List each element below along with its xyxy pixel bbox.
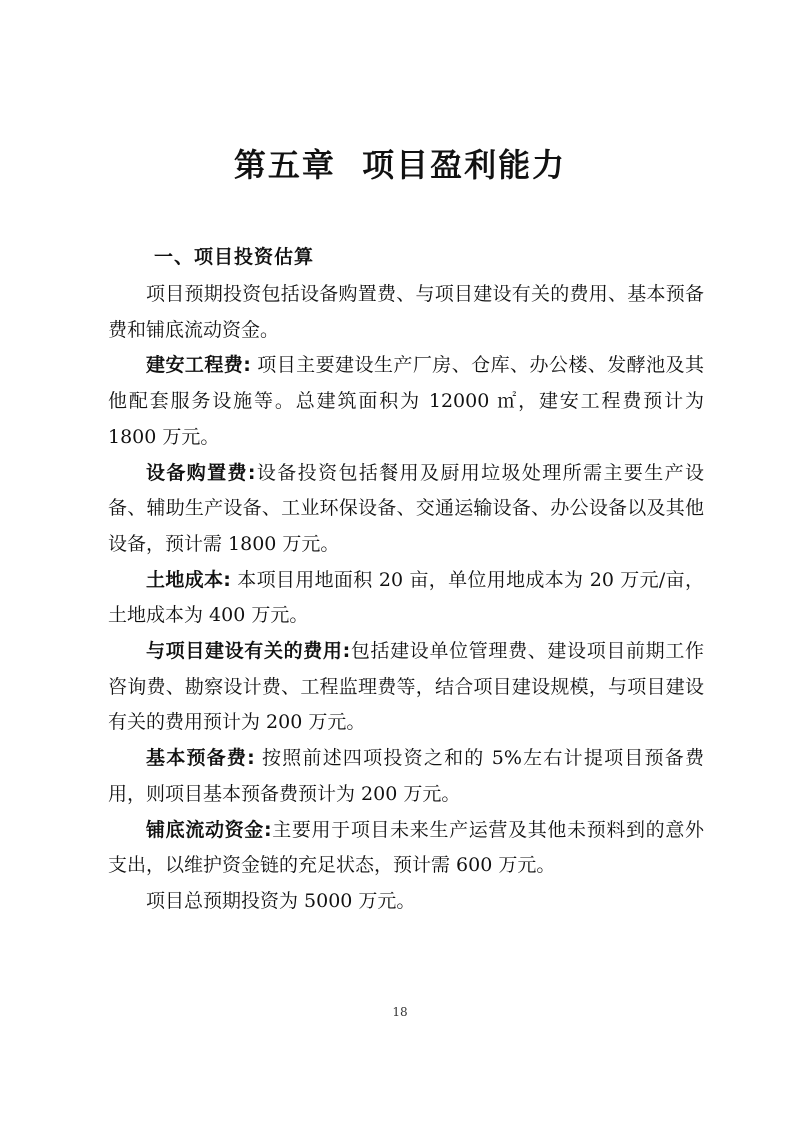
equipment-cost-term: 设备购置费: (146, 461, 256, 484)
reserve-cost-text: 按照前述四项投资之和的 5%左右计提项目预备费用，则项目基本预备费预计为 200 万元。 (108, 747, 704, 805)
related-cost-text: 包括建设单位管理费、建设项目前期工作咨询费、勘察设计费、工程监理费等，结合项目建设规模，与项目建设有关的费用预计为 200 万元。 (108, 640, 704, 734)
intro-paragraph: 项目预期投资包括设备购置费、与项目建设有关的费用、基本预备费和铺底流动资金。 (108, 283, 704, 341)
construction-cost-term: 建安工程费: (146, 354, 251, 377)
reserve-cost-paragraph (108, 741, 704, 812)
land-cost-term: 土地成本: (146, 568, 231, 591)
reserve-cost-term: 基本预备费: (146, 747, 255, 770)
related-cost-term: 与项目建设有关的费用: (146, 640, 351, 663)
body-text (108, 277, 704, 920)
construction-cost-text: 项目主要建设生产厂房、仓库、办公楼、发酵池及其他配套服务设施等。总建筑面积为 12000 ㎡，建安工程费预计为 1800 万元。 (108, 354, 704, 448)
total-investment-paragraph: 项目总预期投资为 5000 万元。 (146, 889, 416, 912)
chapter-title: 第五章 项目盈利能力 (233, 146, 567, 184)
construction-cost-paragraph (108, 348, 704, 455)
working-capital-paragraph (108, 813, 704, 884)
land-cost-text: 本项目用地面积 20 亩，单位用地成本为 20 万元/亩，土地成本为 400 万元。 (108, 568, 704, 627)
equipment-cost-paragraph (108, 456, 704, 563)
page-number: 18 (392, 1005, 408, 1019)
working-capital-term: 铺底流动资金: (146, 818, 272, 841)
equipment-cost-text: 设备投资包括餐用及厨用垃圾处理所需主要生产设备、辅助生产设备、工业环保设备、交通运输设备、办公设备以及其他设备，预计需 1800 万元。 (108, 461, 704, 555)
land-cost-paragraph (108, 563, 704, 634)
working-capital-text: 主要用于项目未来生产运营及其他未预料到的意外支出，以维护资金链的充足状态，预计需 600 万元。 (108, 818, 704, 877)
related-cost-paragraph (108, 634, 704, 741)
section-heading: 一、项目投资估算 (154, 246, 315, 268)
